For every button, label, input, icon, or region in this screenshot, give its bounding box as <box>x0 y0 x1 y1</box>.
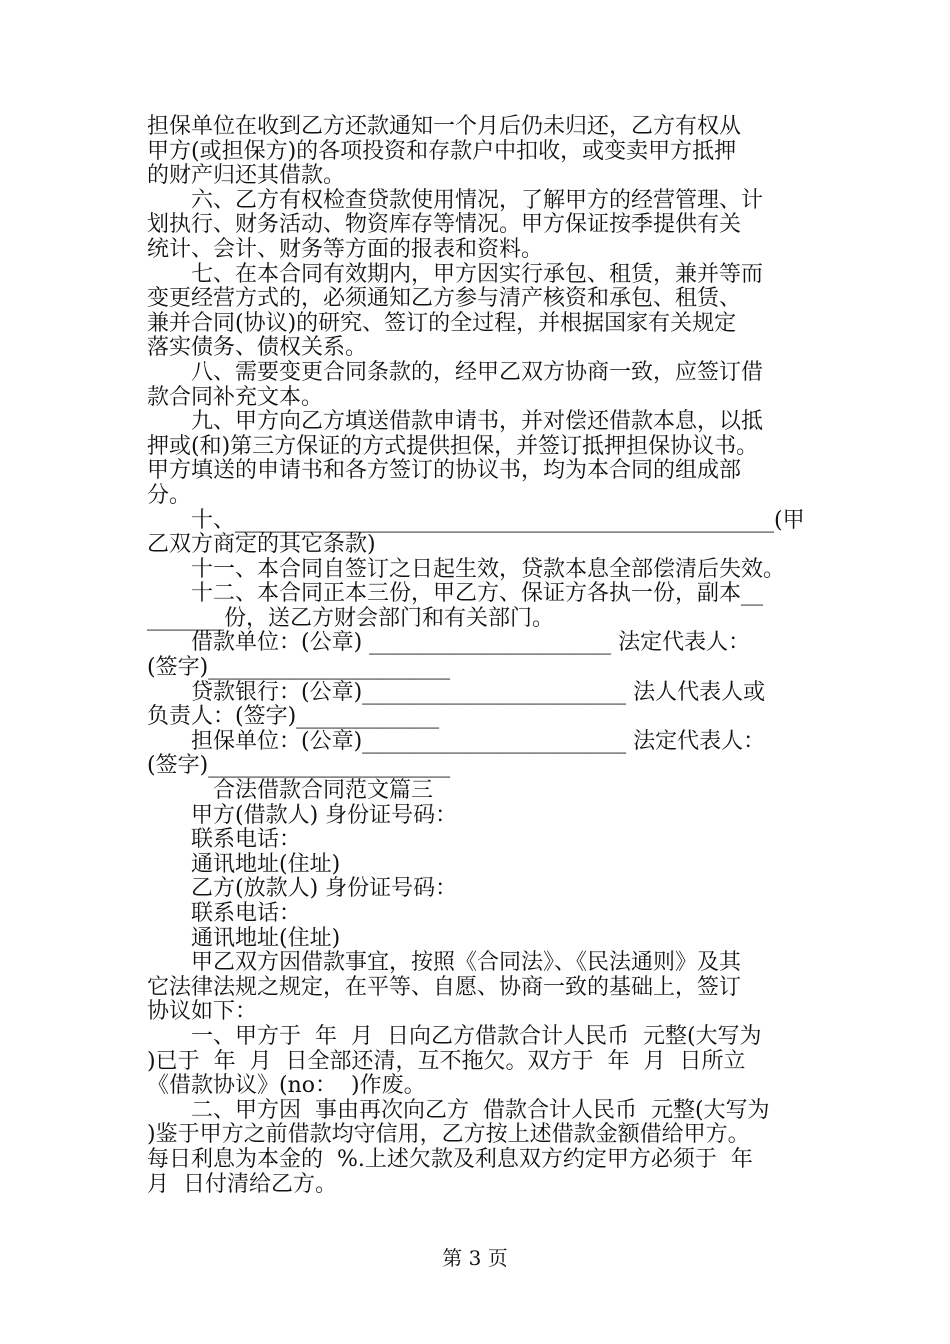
text-line: 通讯地址(住址) <box>147 851 341 877</box>
text-line: 一、甲方于 年 月 日向乙方借款合计人民币 元整(大写为 <box>147 1023 762 1049</box>
text-line: 押或(和)第三方保证的方式提供担保，并签订抵押担保协议书。 <box>147 433 759 459</box>
text-line: 分。 <box>147 482 192 508</box>
text-line: 六、乙方有权检查贷款使用情况，了解甲方的经营管理、计 <box>147 187 764 213</box>
document-body <box>147 115 812 1197</box>
text-line: 乙双方商定的其它条款) <box>147 532 376 558</box>
text-line: 十、_________________________________________________(甲 <box>147 507 805 533</box>
text-line: 款合同补充文本。 <box>147 384 324 410</box>
text-line: )已于 年 月 日全部还清，互不拖欠。双方于 年 月 日所立 <box>147 1048 746 1074</box>
section-title: 合法借款合同范文篇三 <box>147 778 434 804</box>
text-line: )鉴于甲方之前借款均守信用，乙方按上述借款金额借给甲方。 <box>147 1122 750 1148</box>
text-line: 月 日付清给乙方。 <box>147 1171 337 1197</box>
text-line: 协议如下： <box>147 999 258 1025</box>
text-line: (签字)______________________ <box>147 753 451 779</box>
text-line: 的财产归还其借款。 <box>147 163 346 189</box>
text-line: 统计、会计、财务等方面的报表和资料。 <box>147 236 544 262</box>
text-line: 通讯地址(住址) <box>147 925 341 951</box>
text-line: 十二、本合同正本三份，甲乙方、保证方各执一份，副本__ <box>147 581 764 607</box>
text-line: 担保单位在收到乙方还款通知一个月后仍未归还，乙方有权从 <box>147 114 742 139</box>
text-line: 落实债务、债权关系。 <box>147 335 368 361</box>
text-line: 十一、本合同自签订之日起生效，贷款本息全部偿清后失效。 <box>147 556 786 582</box>
text-line: 乙方(放款人) 身份证号码： <box>147 876 458 902</box>
text-line: (签字)______________________ <box>147 655 451 681</box>
text-line: 负责人：(签字)_____________ <box>147 704 440 730</box>
text-line: 联系电话： <box>147 827 302 853</box>
text-line: 借款单位：(公章) ______________________ 法定代表人： <box>147 630 751 656</box>
text-line: 七、在本合同有效期内，甲方因实行承包、租赁，兼并等而 <box>147 261 764 287</box>
page-number: 第 3 页 <box>442 1246 508 1270</box>
text-line: 每日利息为本金的 %.上述欠款及利息双方约定甲方必须于 年 <box>147 1146 753 1172</box>
text-line: 划执行、财务活动、物资库存等情况。甲方保证按季提供有关 <box>147 212 742 238</box>
text-line: 担保单位：(公章)________________________ 法定代表人： <box>147 728 766 754</box>
text-line: _______份，送乙方财会部门和有关部门。 <box>147 605 555 631</box>
text-line: 九、甲方向乙方填送借款申请书，并对偿还借款本息，以抵 <box>147 409 764 435</box>
text-line: 二、甲方因 事由再次向乙方 借款合计人民币 元整(大写为 <box>147 1097 770 1123</box>
text-line: 甲方填送的申请书和各方签订的协议书，均为本合同的组成部 <box>147 458 742 484</box>
text-line: 《借款协议》(no： )作废。 <box>147 1073 426 1099</box>
text-line: 联系电话： <box>147 901 302 926</box>
text-line: 八、需要变更合同条款的，经甲乙双方协商一致，应签订借 <box>147 359 764 385</box>
text-line: 它法律法规之规定，在平等、自愿、协商一致的基础上，签订 <box>147 974 742 1000</box>
text-line: 变更经营方式的，必须通知乙方参与清产核资和承包、租赁、 <box>147 286 742 312</box>
text-line: 贷款银行：(公章)________________________ 法人代表人或 <box>147 679 766 705</box>
text-line: 兼并合同(协议)的研究、签订的全过程，并根据国家有关规定 <box>147 310 737 336</box>
text-line: 甲乙双方因借款事宜，按照《合同法》、《民法通则》及其 <box>147 950 742 976</box>
text-line: 甲方(借款人) 身份证号码： <box>147 802 458 828</box>
text-line: 甲方(或担保方)的各项投资和存款户中扣收，或变卖甲方抵押 <box>147 138 737 164</box>
